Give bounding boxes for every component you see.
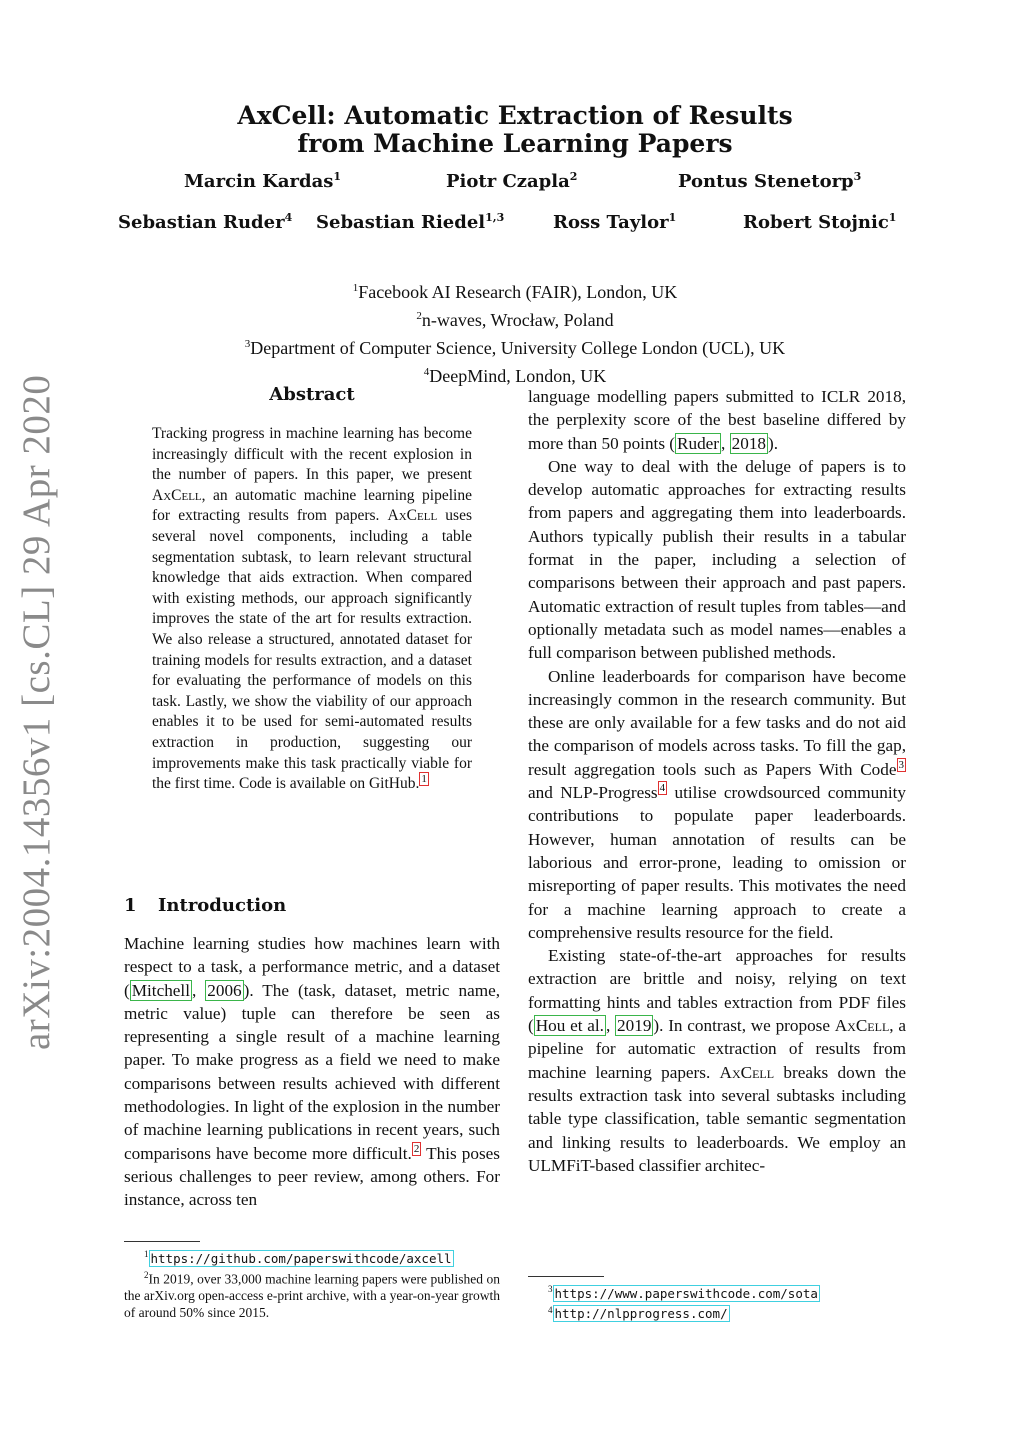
footnotes-left (124, 1246, 500, 1321)
author-4: Sebastian Ruder$^4$ (118, 211, 293, 233)
paragraph: language modelling papers submitted to ICLR 2018, the perplexity score of the best baseline differed by more than 50 points ( Ruder , 2018 ). (528, 387, 906, 453)
github-url-link[interactable]: https://github.com/paperswithcode/axcell (150, 1250, 452, 1266)
abstract-heading: Abstract (269, 384, 355, 405)
author-2: Piotr Czapla$^2$ (446, 170, 578, 192)
affiliation-1: $^1$Facebook AI Research (FAIR), London, UK (352, 282, 678, 302)
paperswithcode-url-link[interactable]: https://www.paperswithcode.com/sota (554, 1285, 818, 1301)
paragraph: One way to deal with the deluge of papers is to develop automatic approaches for extracting results from papers and aggregating them into leaderboards. Authors typically publish their results in a tabular format in the paper, including a selection of comparisons between their approach and past papers. Automatic extraction of result tuples from tables—and optionally metadata such as model names—enables a full comparison between published methods. (528, 456, 906, 663)
axcell-name: AxCell (152, 486, 202, 504)
title-line-2: from Machine Learning Papers (297, 129, 733, 158)
paragraph: Machine learning studies how machines learn with respect to a task, a performance metric, and a dataset ( Mitchell , 2006 ). The (task, dataset, metric name, metric value) tuple can therefore be seen as representing a single result of a machine learning paper. To make progress as a field we need to make comparisons between results achieved with different methodologies. In light of the explosion in the number of machine learning publications in recent years, such comparisons have become more difficult. $^2$ This poses serious challenges to peer review, among others. For instance, across ten (124, 934, 501, 1210)
affiliation-2: $^2$n-waves, Wrocław, Poland (416, 310, 614, 330)
footnote-3: $^3$ https://www.paperswithcode.com/sota (548, 1284, 818, 1301)
affiliations (150, 276, 880, 388)
axcell-name: AxCell (719, 1062, 775, 1082)
citation-hou[interactable]: Hou et al. (535, 1016, 604, 1036)
footnote-ref-1[interactable]: 1 (421, 772, 427, 785)
footnote-1: $^1$ https://github.com/paperswithcode/axcell (144, 1249, 452, 1266)
footnotes-right (528, 1281, 908, 1322)
affiliation-4: $^4$DeepMind, London, UK (423, 366, 607, 386)
citation-mitchell-year[interactable]: 2006 (207, 980, 242, 1000)
author-7: Robert Stojnic$^1$ (743, 211, 897, 233)
author-1: Marcin Kardas$^1$ (184, 170, 342, 192)
citation-hou-year[interactable]: 2019 (617, 1016, 652, 1036)
footnote-rule-left (124, 1241, 200, 1242)
author-3: Pontus Stenetorp$^3$ (678, 170, 862, 192)
section-heading (124, 895, 286, 916)
citation-mitchell[interactable]: Mitchell (131, 980, 190, 1000)
section-title: Introduction (158, 895, 287, 916)
abstract-text: Tracking progress in machine learning has become increasingly difficult with the recent explosion in the number of papers. In this paper, we present AxCell, an automatic machine learning pipeline for extracting results from papers. AxCell uses several novel components, including a table segmentation subtask, to learn relevant structural knowledge that aids extraction. When compared with existing methods, our approach significantly improves the state of the art for results extraction. We also release a structured, annotated dataset for training models for results extraction, and a dataset for evaluating the performance of models on this task. Lastly, we show the viability of our approach enables it to be used for semi-automated results extraction in production, suggesting our improvements make this task practically viable for the first time. Code is available on GitHub. $^1$ (152, 425, 472, 793)
intro-left-column (124, 932, 500, 1212)
footnote-rule-right (528, 1276, 604, 1277)
intro-right-column (528, 385, 906, 1177)
nlpprogress-url-link[interactable]: http://nlpprogress.com/ (554, 1306, 728, 1321)
author-5: Sebastian Riedel$^{1,3}$ (316, 211, 505, 233)
section-number: 1 (124, 895, 137, 916)
footnote-ref-4[interactable]: 4 (659, 782, 666, 795)
author-6: Ross Taylor$^1$ (553, 211, 677, 233)
footnote-2: $^2$In 2019, over 33,000 machine learning papers were published on the arXiv.org open-access e-print archive, with a year-on-year growth of around 50% since 2015. (124, 1269, 500, 1320)
axcell-name: AxCell (834, 1016, 890, 1036)
paragraph: Online leaderboards for comparison have become increasingly common in the research community. But these are only available for a few tasks and do not aid the comparison of models across tasks. To fill the gap, result aggregation tools such as Papers With Code $^3$ and NLP-Progress $^4$ utilise crowdsourced community contributions to populate paper leaderboards. However, human annotation of results can be laborious and error-prone, leading to omission or misreporting of paper results. This motivates the need for a machine learning approach to create a comprehensive results resource for the field. (528, 666, 906, 942)
footnote-4: $^4$ http://nlpprogress.com/ (548, 1304, 728, 1321)
axcell-name: AxCell (387, 507, 438, 525)
arxiv-identifier: arXiv:2004.14356v1 [cs.CL] 29 Apr 2020 (15, 374, 58, 1050)
paragraph: Existing state-of-the-art approaches for results extraction are brittle and noisy, relying on text formatting hints and tables extraction from PDF files ( Hou et al. , 2019 ). In contrast, we propose AxCell, a pipeline for automatic extraction of results from machine learning papers. AxCell breaks down the results extraction task into several subtasks including table type classification, table semantic segmentation and linking results to leaderboards. We employ an ULMFiT-based classifier architec- (528, 946, 906, 1175)
paper-title (150, 102, 880, 158)
title-line-1: AxCell: Automatic Extraction of Results (237, 101, 793, 130)
footnote-ref-2[interactable]: 2 (413, 1142, 420, 1155)
citation-ruder[interactable]: Ruder (677, 433, 720, 453)
citation-ruder-year[interactable]: 2018 (731, 433, 767, 453)
footnote-ref-3[interactable]: 3 (898, 759, 904, 772)
affiliation-3: $^3$Department of Computer Science, University College London (UCL), UK (244, 338, 786, 358)
